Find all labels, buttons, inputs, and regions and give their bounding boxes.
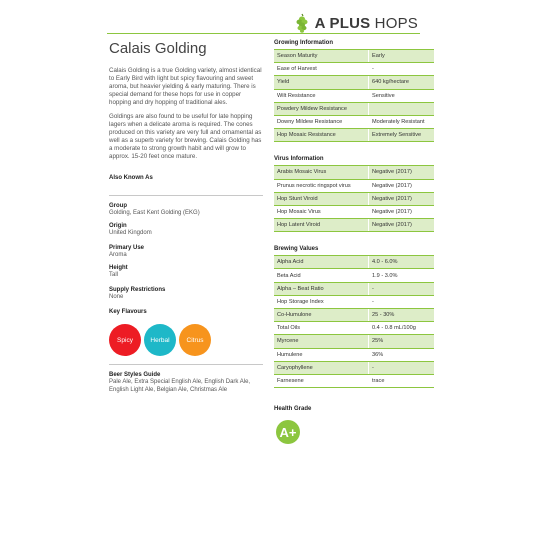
row-label: Hop Latent Viroid (274, 219, 369, 232)
row-label: Hop Stunt Viroid (274, 192, 369, 205)
flavour-badge-herbal: Herbal (144, 324, 176, 356)
row-value (369, 102, 435, 115)
primary-use-value: Aroma (109, 252, 127, 258)
row-value: - (369, 295, 435, 308)
table-row (274, 374, 434, 387)
brand-logo (293, 13, 418, 33)
growing-information-heading: Growing Information (274, 40, 333, 46)
row-value: - (369, 282, 435, 295)
row-value: 25% (369, 335, 435, 348)
table-row (274, 76, 434, 89)
row-label: Farnesene (274, 374, 369, 387)
row-value: 4.0 - 6.0% (369, 256, 435, 269)
table-row (274, 179, 434, 192)
height-value: Tall (109, 272, 119, 278)
row-label: Hop Storage Index (274, 295, 369, 308)
row-value: Negative (2017) (369, 192, 435, 205)
left-column (109, 40, 263, 394)
virus-information-heading: Virus Information (274, 156, 324, 163)
table-row (274, 166, 434, 179)
row-value: Extremely Sensitive (369, 129, 435, 142)
also-known-as-label: Also Known As (109, 175, 153, 181)
group-value: Golding, East Kent Golding (EKG) (109, 210, 200, 216)
header-divider (107, 33, 420, 34)
table-row (274, 129, 434, 142)
row-label: Alpha Acid (274, 256, 369, 269)
row-label: Yield (274, 76, 369, 89)
brand-name: A PLUS HOPS (314, 14, 418, 32)
row-value: Sensitive (369, 89, 435, 102)
row-label: Co-Humulone (274, 309, 369, 322)
row-label: Total Oils (274, 322, 369, 335)
row-label: Arabis Mosaic Virus (274, 166, 369, 179)
brewing-values-table (274, 256, 434, 388)
health-grade-label: Health Grade (274, 406, 312, 413)
row-value: - (369, 63, 435, 76)
row-value: 25 - 30% (369, 309, 435, 322)
row-label: Caryophyllene (274, 361, 369, 374)
health-grade-badge: A+ (276, 420, 300, 444)
row-value: Negative (2017) (369, 219, 435, 232)
primary-use-label: Primary Use (109, 245, 145, 251)
table-row (274, 256, 434, 269)
table-row (274, 102, 434, 115)
flavour-badge-spicy: Spicy (109, 324, 141, 356)
row-value: Negative (2017) (369, 166, 435, 179)
table-row (274, 335, 434, 348)
section-divider (109, 364, 263, 365)
origin-value: United Kingdom (109, 230, 152, 236)
table-row (274, 269, 434, 282)
row-label: Ease of Harvest (274, 63, 369, 76)
row-label: Powdery Mildew Resistance (274, 102, 369, 115)
growing-information-table (274, 50, 434, 142)
beer-styles-value: Pale Ale, Extra Special English Ale, English Dark Ale, English Light Ale, Belgian Ale, Christmas Ale (109, 379, 251, 393)
row-label: Hop Mosaic Resistance (274, 129, 369, 142)
section-divider (109, 195, 263, 196)
table-row (274, 192, 434, 205)
row-value: Negative (2017) (369, 205, 435, 218)
description-paragraph: Goldings are also found to be useful for late hopping lagers when a delicate aroma is required. The cones produced on this variety are very full and ornamental as well as a superb variety for brewing. Calais Golding has a moderate to strong growth habit and will grow to approx. 15-20 feet once mature. (109, 113, 262, 160)
table-row (274, 50, 434, 63)
row-value: 0.4 - 0.8 mL/100g (369, 322, 435, 335)
table-row (274, 361, 434, 374)
table-row (274, 63, 434, 76)
table-row (274, 205, 434, 218)
row-label: Alpha – Beat Ratio (274, 282, 369, 295)
row-label: Humulene (274, 348, 369, 361)
key-flavours (109, 324, 263, 356)
height-label: Height (109, 265, 128, 271)
row-value: Moderately Resistant (369, 115, 435, 128)
row-label: Season Maturity (274, 50, 369, 63)
row-value: trace (369, 374, 435, 387)
table-row (274, 309, 434, 322)
row-value: 1.9 - 3.0% (369, 269, 435, 282)
supply-restrictions-label: Supply Restrictions (109, 287, 166, 293)
origin-label: Origin (109, 223, 127, 229)
table-row (274, 89, 434, 102)
hop-cone-icon (293, 13, 311, 33)
table-row (274, 295, 434, 308)
row-value: Negative (2017) (369, 179, 435, 192)
table-row (274, 348, 434, 361)
group-label: Group (109, 203, 127, 209)
virus-information-table (274, 166, 434, 232)
variety-title: Calais Golding (109, 40, 207, 57)
table-row (274, 219, 434, 232)
row-label: Wilt Resistance (274, 89, 369, 102)
row-label: Myrcene (274, 335, 369, 348)
row-value: - (369, 361, 435, 374)
row-value: 36% (369, 348, 435, 361)
table-row (274, 282, 434, 295)
row-label: Downy Mildew Resistance (274, 115, 369, 128)
table-row (274, 322, 434, 335)
supply-restrictions-value: None (109, 294, 124, 300)
flavour-badge-citrus: Citrus (179, 324, 211, 356)
row-value: 640 kg/hectare (369, 76, 435, 89)
row-label: Beta Acid (274, 269, 369, 282)
row-label: Prunus necrotic ringspot virus (274, 179, 369, 192)
row-value: Early (369, 50, 435, 63)
key-flavours-label: Key Flavours (109, 309, 147, 315)
row-label: Hop Mosaic Virus (274, 205, 369, 218)
right-column (274, 40, 434, 444)
beer-styles-label: Beer Styles Guide (109, 372, 161, 378)
description-paragraph: Calais Golding is a true Golding variety, almost identical to Early Bird with light but spicy flavouring and sweet aroma, but heavier yielding & early maturing. There is special demand for these hops for use in copper hopping and dry hopping of traditional ales. (109, 67, 262, 106)
table-row (274, 115, 434, 128)
brewing-values-heading: Brewing Values (274, 246, 319, 253)
